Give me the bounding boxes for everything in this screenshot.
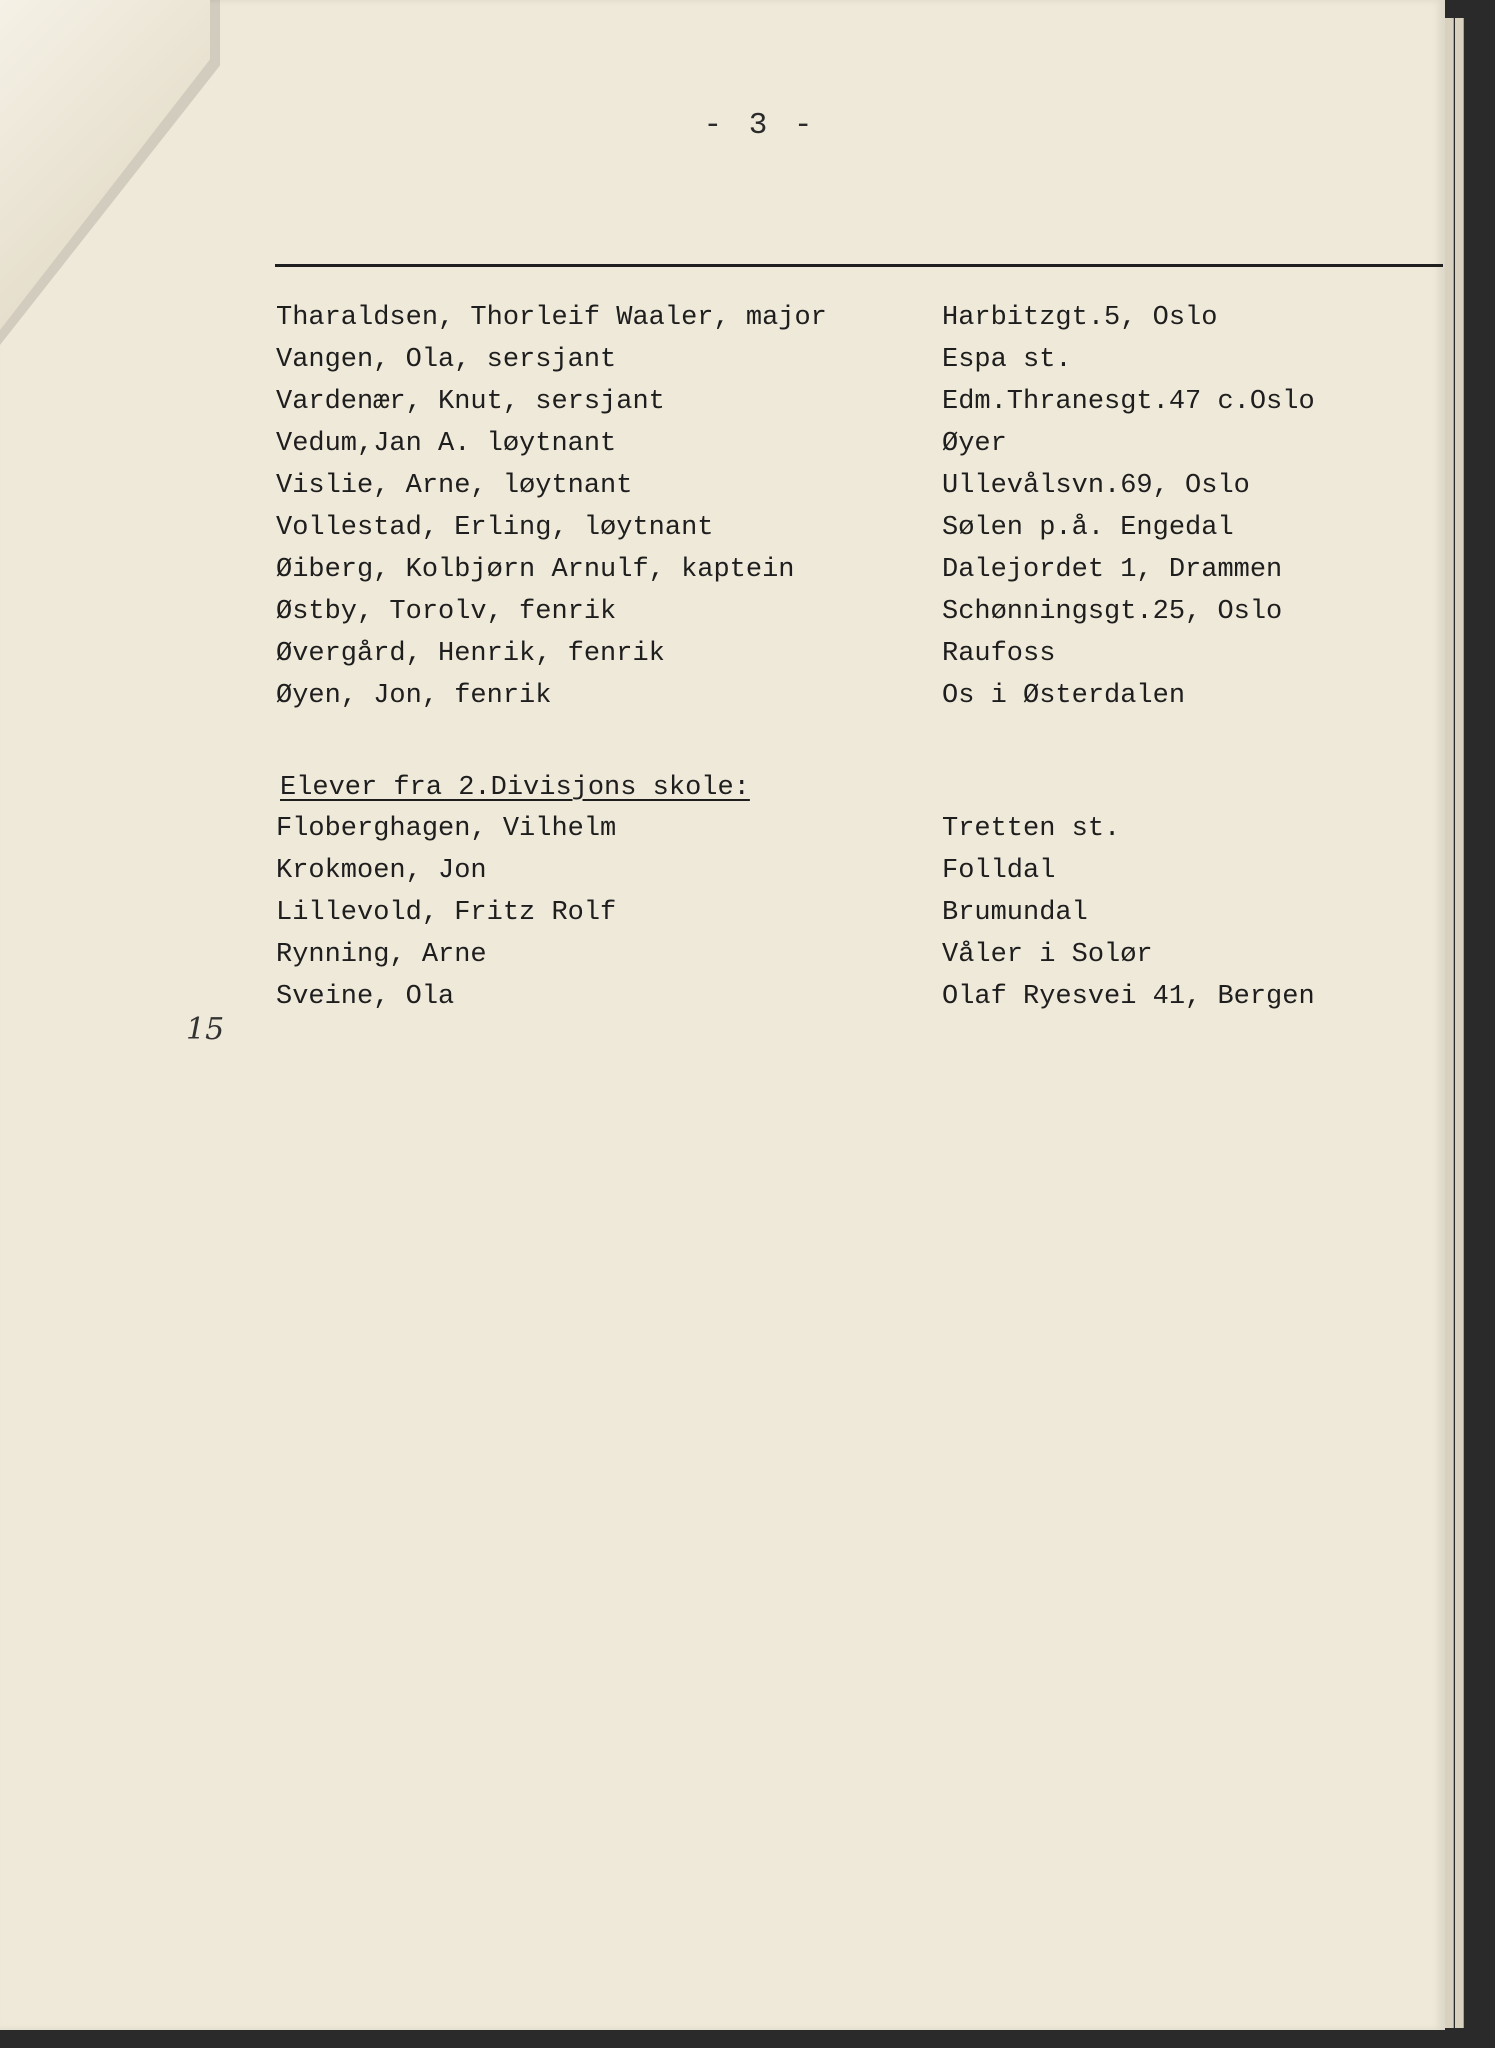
page-stack-edge [1455,18,1464,2028]
person-address: Øyer [942,429,1007,459]
person-name: Vardenær, Knut, sersjant [276,387,665,417]
handwritten-margin-note: 15 [186,1012,225,1047]
table-row [0,508,1445,548]
person-address: Brumundal [942,898,1088,928]
table-row [0,676,1445,716]
person-name: Vangen, Ola, sersjant [276,345,617,375]
table-row [0,893,1445,933]
page-number: - 3 - [703,108,817,143]
table-row [0,634,1445,674]
person-name: Vedum,Jan A. løytnant [276,429,617,459]
person-address: Edm.Thranesgt.47 c.Oslo [942,387,1315,417]
person-address: Olaf Ryesvei 41, Bergen [942,982,1315,1012]
folded-corner [0,0,210,330]
person-name: Øyen, Jon, fenrik [276,681,552,711]
table-row [0,935,1445,975]
person-address: Espa st. [942,345,1072,375]
person-address: Tretten st. [942,814,1121,844]
person-name: Vislie, Arne, løytnant [276,471,633,501]
table-row [0,466,1445,506]
person-name: Sveine, Ola [276,982,455,1012]
person-name: Krokmoen, Jon [276,856,487,886]
table-row [0,809,1445,849]
person-address: Våler i Solør [942,940,1153,970]
person-address: Ullevålsvn.69, Oslo [942,471,1250,501]
table-row [0,298,1445,338]
person-name: Østby, Torolv, fenrik [276,597,617,627]
person-name: Vollestad, Erling, løytnant [276,513,714,543]
person-name: Rynning, Arne [276,940,487,970]
page-stack-edge [1445,18,1454,2028]
person-name: Lillevold, Fritz Rolf [276,898,617,928]
person-name: Øiberg, Kolbjørn Arnulf, kaptein [276,555,795,585]
header-rule [275,264,1443,267]
person-address: Os i Østerdalen [942,681,1186,711]
table-row [0,424,1445,464]
person-address: Raufoss [942,639,1056,669]
person-name: Tharaldsen, Thorleif Waaler, major [276,303,827,333]
person-address: Sølen p.å. Engedal [942,513,1234,543]
table-row [0,977,1445,1017]
section-heading-row [0,768,1445,808]
table-row [0,851,1445,891]
section-heading: Elever fra 2.Divisjons skole: [280,773,750,803]
person-name: Floberghagen, Vilhelm [276,814,617,844]
person-address: Harbitzgt.5, Oslo [942,303,1218,333]
person-name: Øvergård, Henrik, fenrik [276,639,665,669]
table-row [0,550,1445,590]
table-row [0,592,1445,632]
person-address: Schønningsgt.25, Oslo [942,597,1283,627]
person-address: Folldal [942,856,1056,886]
table-row [0,382,1445,422]
person-address: Dalejordet 1, Drammen [942,555,1283,585]
table-row [0,340,1445,380]
